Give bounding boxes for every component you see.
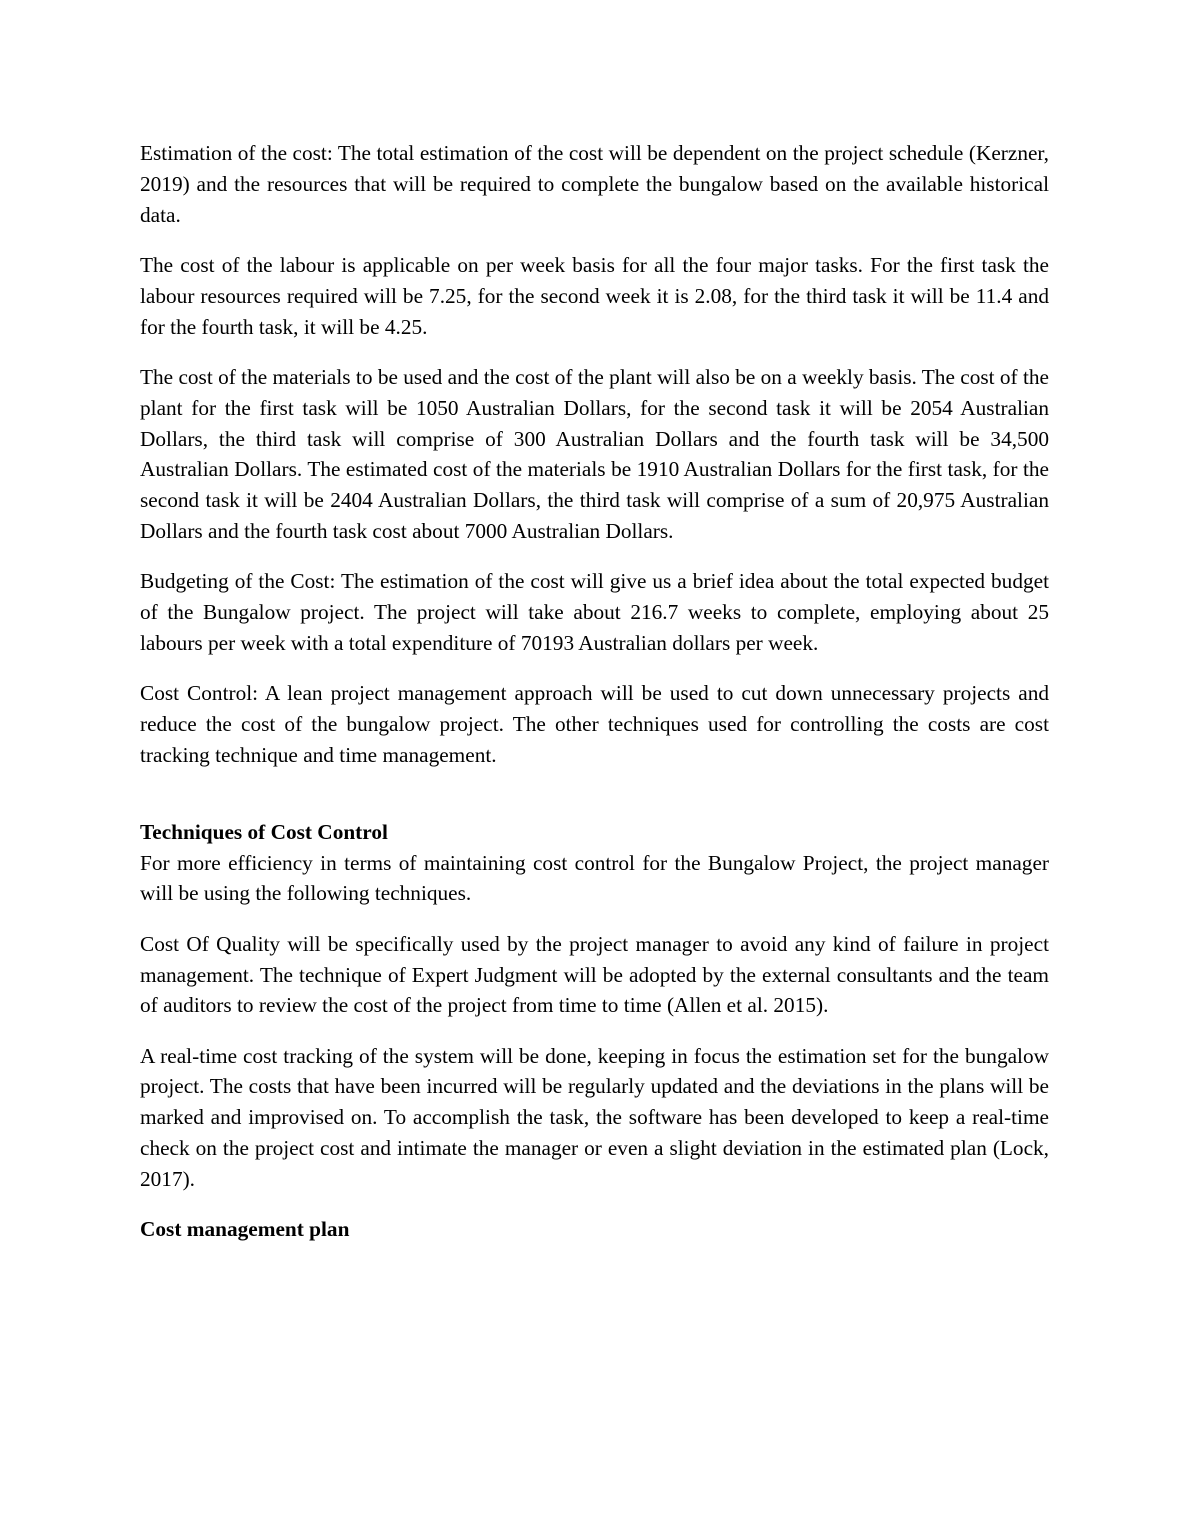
paragraph-techniques-intro: For more efficiency in terms of maintaining cost control for the Bungalow Project, the project manager will be using the following techniques. bbox=[140, 850, 1049, 906]
paragraph-cost-budgeting: Budgeting of the Cost: The estimation of the cost will give us a brief idea about the total expected budget of the Bungalow project. The project will take about 216.7 weeks to complete, employing about 25 labours per week with a total expenditure of 70193 Australian dollars per week. bbox=[140, 569, 1049, 655]
paragraph-labour-cost: The cost of the labour is applicable on per week basis for all the four major tasks. For the first task the labour resources required will be 7.25, for the second week it is 2.08, for the third task it will be 11.4 and for the fourth task, it will be 4.25. bbox=[140, 252, 1049, 339]
paragraph-cost-of-quality: Cost Of Quality will be specifically used by the project manager to avoid any kind of failure in project management. The technique of Expert Judgment will be adopted by the external consultants and the team of auditors to review the cost of the project from time to time (Allen et al. 2015). bbox=[140, 931, 1049, 1018]
paragraph-cost-control: Cost Control: A lean project management approach will be used to cut down unnecessary projects and reduce the cost of the bungalow project. The other techniques used for controlling the costs are cost tracking technique and time management. bbox=[140, 681, 1049, 767]
heading-cost-management-plan: Cost management plan bbox=[140, 1217, 350, 1242]
document-page bbox=[140, 138, 1049, 1245]
paragraph-real-time-tracking: A real-time cost tracking of the system will be done, keeping in focus the estimation set for the bungalow project. The costs that have been incurred will be regularly updated and the deviations in the plans will be marked and improvised on. To accomplish the task, the software has been developed to keep a real-time check on the project cost and intimate the manager or even a slight deviation in the estimated plan (Lock, 2017). bbox=[140, 1043, 1049, 1191]
heading-techniques-of-cost-control: Techniques of Cost Control bbox=[140, 819, 388, 844]
paragraph-cost-estimation: Estimation of the cost: The total estimation of the cost will be dependent on the project schedule (Kerzner, 2019) and the resources that will be required to complete the bungalow based on the available historical data. bbox=[140, 141, 1049, 227]
paragraph-materials-plant-cost: The cost of the materials to be used and the cost of the plant will also be on a weekly basis. The cost of the plant for the first task will be 1050 Australian Dollars, for the second task it will be 2054 Australian Dollars, the third task will comprise of 300 Australian Dollars and the fourth task will be 34,500 Australian Dollars. The estimated cost of the materials be 1910 Australian Dollars for the first task, for the second task it will be 2404 Australian Dollars, the third task will comprise of a sum of 20,975 Australian Dollars and the fourth task cost about 7000 Australian Dollars. bbox=[140, 364, 1049, 543]
